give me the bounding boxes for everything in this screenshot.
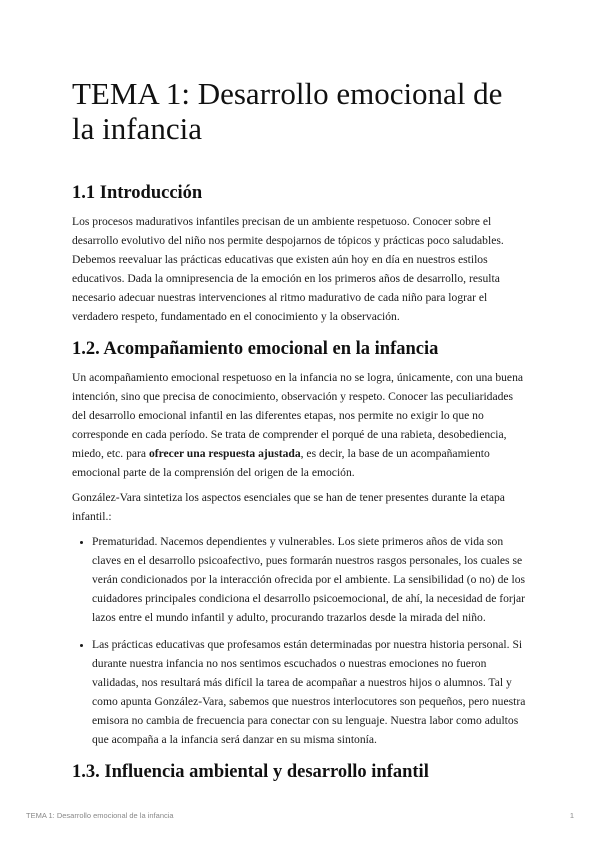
section-introduccion	[72, 182, 528, 326]
section-heading: 1.2. Acompañamiento emocional en la infancia	[72, 339, 439, 359]
document-page	[72, 76, 528, 795]
footer-title: TEMA 1: Desarrollo emocional de la infancia	[26, 811, 174, 820]
section-heading: 1.3. Influencia ambiental y desarrollo infantil	[72, 762, 429, 782]
section-paragraph	[72, 368, 528, 482]
page-number: 1	[569, 811, 574, 820]
bullet-item: • Las prácticas educativas que profesamos están determinadas por nuestra historia personal. Si durante nuestra infancia no nos sentimos escuchados o nuestras emociones no fueron validadas, nos resultará más difícil la tarea de acompañar a nuestros hijos o alumnos. Tal y como apunta González-Vara, sabemos que nuestros interlocutores son pequeños, pero nuestra emisora no cambia de frecuencia para conectar con su lenguaje. Nuestra labor como adultos que acompaña a la infancia será danzar en su misma sintonía.	[92, 635, 528, 749]
bullet-list	[72, 532, 528, 749]
bullet-item: • Prematuridad. Nacemos dependientes y vulnerables. Los siete primeros años de vida son claves en el desarrollo psicoafectivo, pues formarán nuestros rasgos personales, los cuales se verán condicionados por la interacción ofrecida por el ambiente. La sensibilidad (o no) de los cuidadores principales condiciona el desarrollo psicoemocional, de ahí, la necesidad de forjar lazos entre el mundo infantil y adulto, procurando trazarlos desde la mirada del niño.	[92, 532, 528, 627]
section-heading: 1.1 Introducción	[72, 183, 203, 203]
paragraph-text: , es decir, la base de un acompañamiento emocional parte de la comprensión del origen de la emoción.	[72, 447, 490, 479]
section-paragraph: Los procesos madurativos infantiles precisan de un ambiente respetuoso. Conocer sobre el desarrollo evolutivo del niño nos permite despojarnos de tópicos y prácticas poco saludables. Debemos reevaluar las prácticas educativas que existen aún hoy en día en nuestros estilos educativos. Dada la omnipresencia de la emoción en los primeros años de desarrollo, resulta necesario adecuar nuestras intervenciones al ritmo madurativo de cada niño para lograr el verdadero respeto, fundamentado en el conocimiento y la observación.	[72, 215, 504, 323]
document-title: TEMA 1: Desarrollo emocional de la infancia	[72, 76, 503, 146]
page-footer	[26, 811, 574, 820]
paragraph-text: Un acompañamiento emocional respetuoso en la infancia no se logra, únicamente, con una buena intención, sino que precisa de conocimiento, observación y respeto. Conocer las peculiaridades del desarrollo emocional infantil en las diferentes etapas, nos permite no exigir lo que no corresponde en cada período. Se trata de comprender el porqué de una rabieta, desobediencia, miedo, etc. para	[72, 371, 524, 460]
section-acompanamiento	[72, 338, 528, 749]
section-paragraph: González-Vara sintetiza los aspectos esenciales que se han de tener presentes durante la etapa infantil.:	[72, 491, 505, 523]
bold-phrase: ofrecer una respuesta ajustada	[148, 447, 301, 460]
section-influencia	[72, 761, 528, 783]
